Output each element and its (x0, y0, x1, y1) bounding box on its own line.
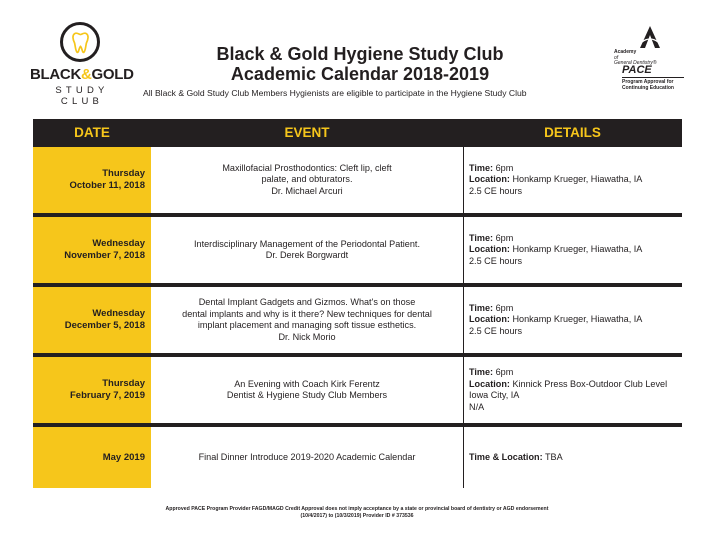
club-logo (30, 22, 134, 107)
header-date: DATE (74, 125, 110, 140)
footer-disclaimer (120, 506, 594, 519)
footer-line-2: (10/4/2017) to (10/3/2019) Provider ID # 373536 (300, 512, 414, 519)
page-title (150, 44, 570, 84)
row-event: Final Dinner Introduce 2019-2020 Academic Calendar (151, 427, 463, 488)
header-event: EVENT (284, 125, 330, 140)
row-date: Thursday October 11, 2018 (33, 147, 151, 213)
tooth-icon (72, 32, 89, 54)
row-date: Wednesday November 7, 2018 (33, 217, 151, 283)
footer-line-1: Approved PACE Program Provider FAGD/MAGD Credit Approval does not imply acceptance by a state or provincial board of dentistry or AGD endorsement (165, 506, 549, 512)
table-header (33, 119, 682, 147)
agd-a-icon (640, 26, 660, 48)
table-row (33, 427, 682, 488)
agd-logo (612, 24, 688, 66)
pace-word: PACE (622, 64, 652, 76)
table-row (33, 217, 682, 283)
row-date: Thursday February 7, 2019 (33, 357, 151, 423)
row-details: Time: 6pm Location: Honkamp Krueger, Hiawatha, IA 2.5 CE hours (463, 147, 682, 213)
agd-text: Academy of General Dentistry® (614, 49, 657, 66)
row-event: An Evening with Coach Kirk Ferentz Dentist & Hygiene Study Club Members (151, 357, 463, 423)
row-details: Time: 6pm Location: Honkamp Krueger, Hiawatha, IA 2.5 CE hours (463, 217, 682, 283)
title-line-2: Academic Calendar 2018-2019 (230, 64, 490, 84)
row-event: Interdisciplinary Management of the Periodontal Patient. Dr. Derek Borgwardt (151, 217, 463, 283)
table-row (33, 147, 682, 213)
table-row (33, 287, 682, 353)
row-event: Dental Implant Gadgets and Gizmos. What's on those dental implants and why is it there? New techniques for dental implant placement and managing soft tissue esthetics. Dr. Nick Morio (151, 287, 463, 353)
title-line-1: Black & Gold Hygiene Study Club (216, 44, 504, 64)
table-row (33, 357, 682, 423)
pace-divider (622, 77, 684, 78)
calendar-table (33, 119, 682, 488)
row-event: Maxillofacial Prosthodontics: Cleft lip, cleft palate, and obturators. Dr. Michael Arcuri (151, 147, 463, 213)
header-details: DETAILS (544, 125, 601, 140)
logo-brand-text: BLACK&GOLD (30, 66, 134, 83)
row-date: Wednesday December 5, 2018 (33, 287, 151, 353)
intro-text: All Black & Gold Study Club Members Hygienists are eligible to participate in the Hygiene Study Club (143, 88, 527, 98)
pace-line-1: Program Approval for (622, 79, 674, 85)
pace-logo (622, 64, 694, 91)
pace-line-2: Continuing Education (622, 85, 674, 91)
logo-subtitle: STUDY CLUB (55, 85, 109, 107)
row-date: May 2019 (33, 427, 151, 488)
logo-circle (60, 22, 100, 62)
row-details: Time: 6pm Location: Honkamp Krueger, Hiawatha, IA 2.5 CE hours (463, 287, 682, 353)
row-details: Time: 6pm Location: Kinnick Press Box-Outdoor Club Level Iowa City, IA N/A (463, 357, 682, 423)
row-details: Time & Location: TBA (463, 427, 682, 488)
